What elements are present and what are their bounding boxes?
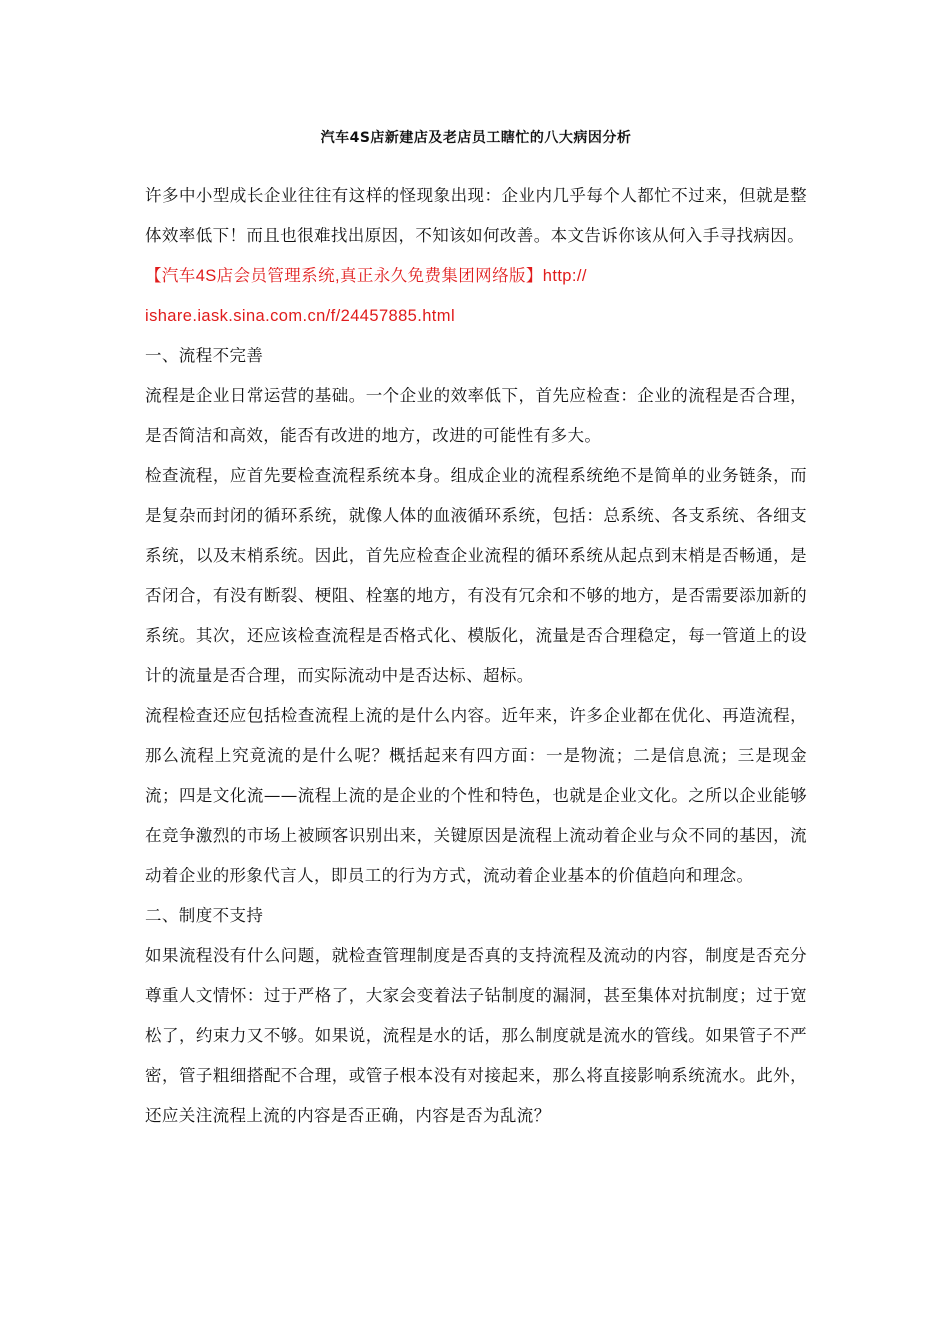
section-paragraph: 如果流程没有什么问题，就检查管理制度是否真的支持流程及流动的内容，制度是否充分尊重人文情怀：过于严格了，大家会变着法子钻制度的漏洞，甚至集体对抗制度；过于宽松了，约束力又不够。如果说，流程是水的话，那么制度就是流水的管线。如果管子不严密，管子粗细搭配不合理，或管子根本没有对接起来，那么将直接影响系统流水。此外，还应关注流程上流的内容是否正确，内容是否为乱流？ [145,946,807,1125]
document-page [145,128,807,1136]
section-heading: 一、流程不完善 [145,346,264,365]
section-paragraph: 检查流程，应首先要检查流程系统本身。组成企业的流程系统绝不是简单的业务链条，而是复杂而封闭的循环系统，就像人体的血液循环系统，包括：总系统、各支系统、各细支系统，以及末梢系统。因此，首先应检查企业流程的循环系统从起点到末梢是否畅通，是否闭合，有没有断裂、梗阻、栓塞的地方，有没有冗余和不够的地方，是否需要添加新的系统。其次，还应该检查流程是否格式化、模版化，流量是否合理稳定，每一管道上的设计的流量是否合理，而实际流动中是否达标、超标。 [145,466,807,685]
promo-line [145,256,807,336]
section-paragraph: 流程是企业日常运营的基础。一个企业的效率低下，首先应检查：企业的流程是否合理，是否简洁和高效，能否有改进的地方，改进的可能性有多大。 [145,386,807,445]
section-paragraph: 流程检查还应包括检查流程上流的是什么内容。近年来，许多企业都在优化、再造流程，那么流程上究竟流的是什么呢？概括起来有四方面：一是物流；二是信息流；三是现金流；四是文化流——流程上流的是企业的个性和特色，也就是企业文化。之所以企业能够在竞争激烈的市场上被顾客识别出来，关键原因是流程上流动着企业与众不同的基因，流动着企业的形象代言人，即员工的行为方式，流动着企业基本的价值趋向和理念。 [145,706,807,885]
promo-link[interactable]: ishare.iask.sina.com.cn/f/24457885.html [145,307,456,325]
intro-paragraph: 许多中小型成长企业往往有这样的怪现象出现：企业内几乎每个人都忙不过来，但就是整体效率低下！而且也很难找出原因，不知该如何改善。本文告诉你该从何入手寻找病因。 [145,186,807,245]
document-title: 汽车4S店新建店及老店员工瞎忙的八大病因分析 [320,130,632,146]
section-heading: 二、制度不支持 [145,906,264,925]
promo-text: 【汽车4S店会员管理系统,真正永久免费集团网络版】http:// [145,267,587,285]
